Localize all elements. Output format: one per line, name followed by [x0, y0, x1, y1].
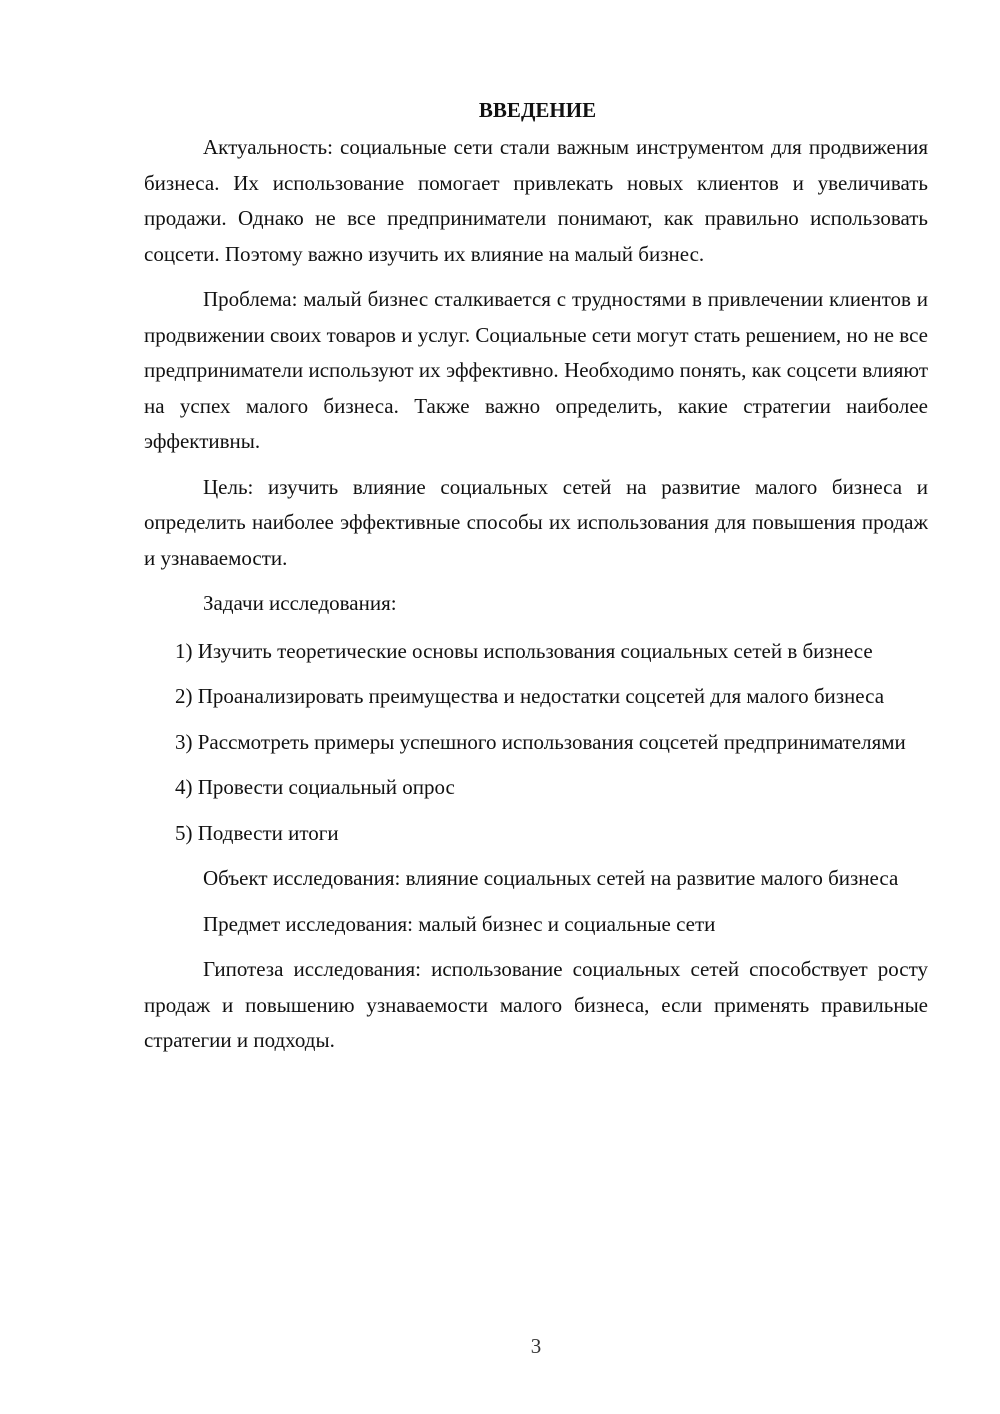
task-item-4: 4) Провести социальный опрос: [175, 775, 455, 799]
task-item-2: 2) Проанализировать преимущества и недостатки соцсетей для малого бизнеса: [175, 684, 885, 708]
page-content: [144, 95, 928, 1069]
hypothesis-paragraph: Гипотеза исследования: использование социальных сетей способствует росту продаж и повышению узнаваемости малого бизнеса, если применять правильные стратегии и подходы.: [144, 957, 928, 1052]
tasks-heading: Задачи исследования:: [203, 591, 397, 615]
relevance-paragraph: Актуальность: социальные сети стали важным инструментом для продвижения бизнеса. Их использование помогает привлекать новых клиентов и увеличивать продажи. Однако не все предприниматели понимают, как правильно использовать соцсети. Поэтому важно изучить их влияние на малый бизнес.: [144, 135, 928, 266]
task-item-3: 3) Рассмотреть примеры успешного использования соцсетей предпринимателями: [175, 729, 906, 754]
page-number: 3: [530, 1334, 542, 1358]
section-title: ВВЕДЕНИЕ: [478, 98, 597, 122]
subject-paragraph: Предмет исследования: малый бизнес и социальные сети: [203, 911, 716, 936]
task-item-5: 5) Подвести итоги: [175, 820, 339, 845]
goal-paragraph: Цель: изучить влияние социальных сетей на развитие малого бизнеса и определить наиболее эффективные способы их использования для повышения продаж и узнаваемости.: [144, 474, 928, 570]
task-item-1: 1) Изучить теоретические основы использования социальных сетей в бизнесе: [175, 638, 873, 663]
problem-paragraph: Проблема: малый бизнес сталкивается с трудностями в привлечении клиентов и продвижении своих товаров и услуг. Социальные сети могут стать решением, но не все предприниматели используют их эффективно. Необходимо понять, как соцсети влияют на успех малого бизнеса. Также важно определить, какие стратегии наиболее эффективны.: [144, 287, 928, 453]
object-paragraph: Объект исследования: влияние социальных сетей на развитие малого бизнеса: [203, 866, 899, 890]
